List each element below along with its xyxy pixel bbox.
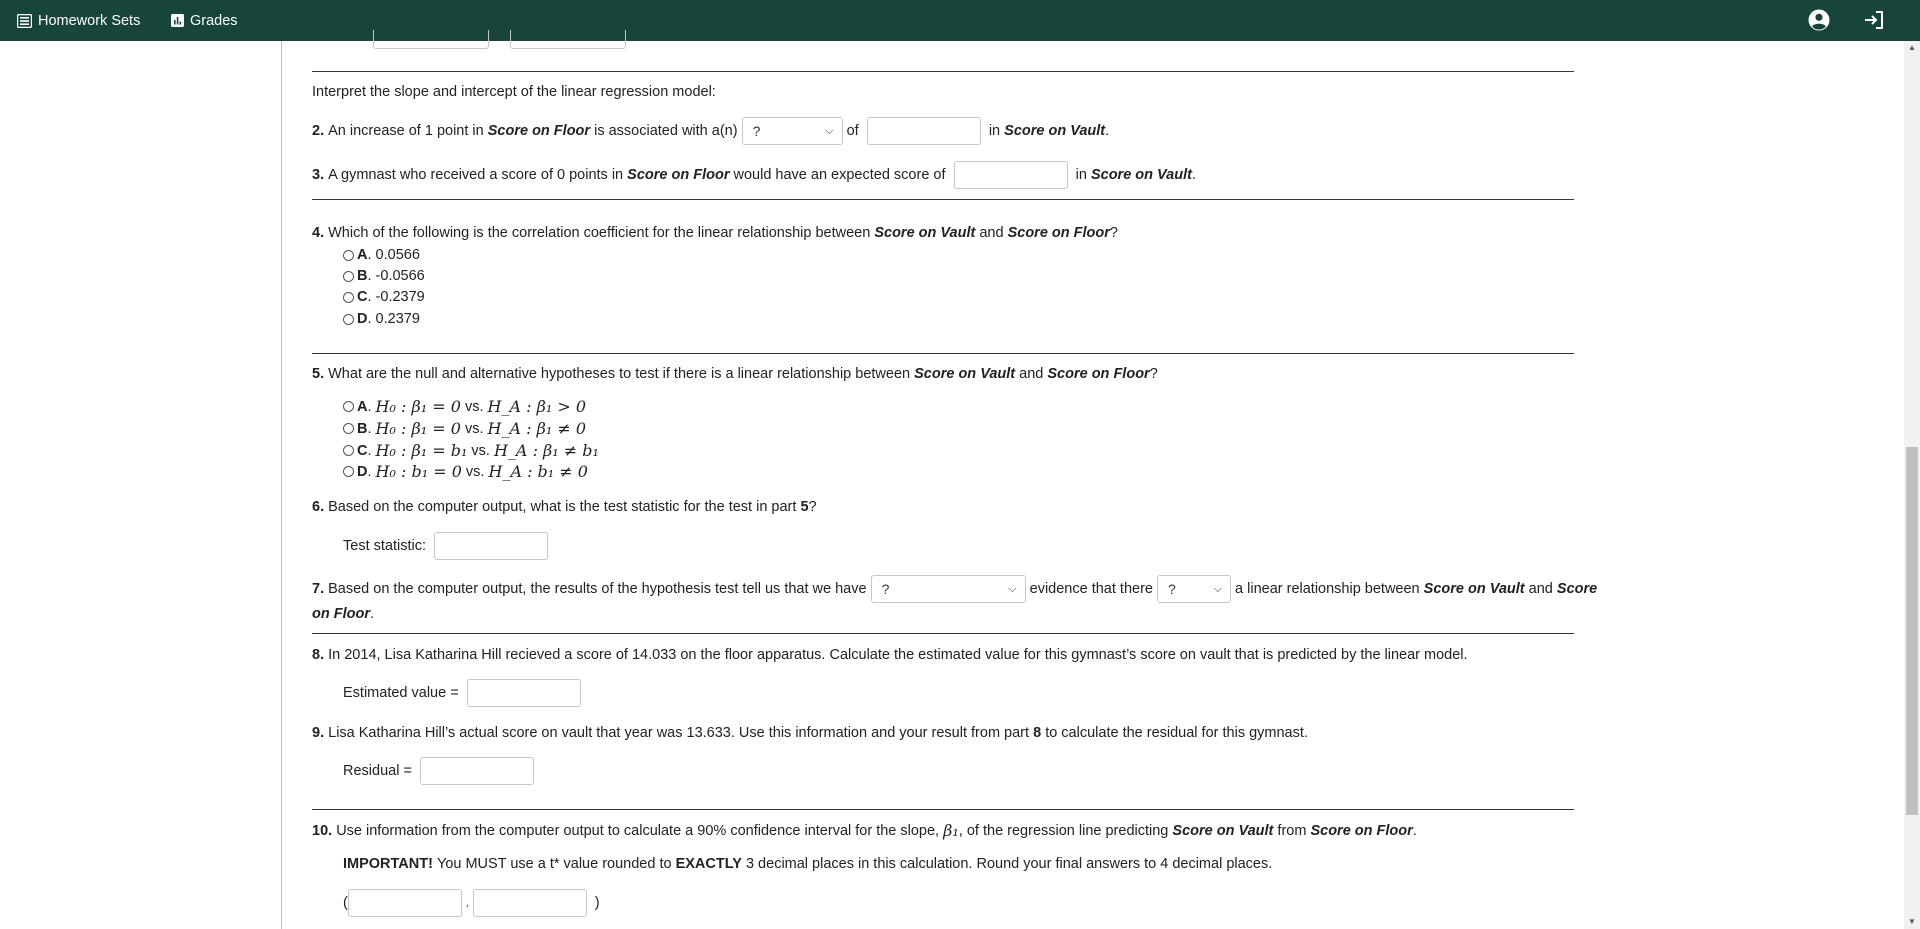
residual-label: Residual = bbox=[343, 763, 412, 779]
question-text: In 2014, Lisa Katharina Hill recieved a score of 14.033 on the floor apparatus. Calculate the estimated value for this gymnast’s score on vault that is predicted by the linear model. bbox=[328, 647, 1468, 663]
q4-option-b[interactable]: B . -0.0566 bbox=[343, 268, 425, 284]
radio-button[interactable] bbox=[343, 292, 354, 303]
variable-name: on Floor bbox=[312, 606, 370, 622]
q5-option-c[interactable]: C . H₀ : β₁ = b₁ vs. H_A : β₁ ≠ b₁ bbox=[343, 441, 599, 460]
slope-symbol: β₁ bbox=[943, 821, 959, 840]
important-label: IMPORTANT! bbox=[343, 856, 433, 872]
option-text: 0.0566 bbox=[375, 247, 420, 263]
q4-option-a[interactable]: A . 0.0566 bbox=[343, 247, 420, 263]
alternative-hypothesis: H_A : b₁ ≠ 0 bbox=[488, 462, 588, 481]
option-letter: C bbox=[357, 442, 368, 459]
account-button[interactable] bbox=[1807, 8, 1831, 32]
question-number: 9. bbox=[312, 725, 325, 741]
option-letter: B bbox=[357, 268, 368, 284]
variable-name: Score on Vault bbox=[1172, 822, 1274, 839]
q2-direction-select[interactable] bbox=[742, 117, 843, 145]
question-text: and bbox=[1019, 366, 1044, 382]
part-reference: 8 bbox=[1033, 725, 1042, 741]
sidebar-divider bbox=[281, 41, 282, 929]
answer-input-prev-1[interactable] bbox=[373, 30, 489, 49]
note-emphasis: EXACTLY bbox=[675, 856, 742, 872]
question-number: 10. bbox=[312, 822, 333, 839]
q4-option-d[interactable]: D . 0.2379 bbox=[343, 311, 420, 327]
section-intro: Interpret the slope and intercept of the linear regression model: bbox=[312, 84, 716, 100]
question-3 bbox=[312, 160, 1196, 190]
variable-name: Score on Floor bbox=[1047, 366, 1150, 382]
part-reference: 5 bbox=[800, 499, 809, 515]
top-navbar bbox=[0, 0, 1920, 41]
list-icon bbox=[17, 14, 32, 28]
variable-name: Score on Floor bbox=[627, 167, 730, 183]
divider bbox=[312, 71, 1574, 72]
scroll-down-arrow[interactable]: ▼ bbox=[1908, 917, 1916, 926]
alternative-hypothesis: H_A : β₁ ≠ b₁ bbox=[493, 441, 599, 460]
chevron-down-icon: ⌵ bbox=[1213, 582, 1222, 595]
variable-name: Score on Vault bbox=[914, 366, 1016, 382]
q8-answer-row bbox=[343, 678, 581, 708]
chevron-down-icon: ⌵ bbox=[1008, 582, 1017, 595]
question-text: of bbox=[846, 123, 859, 139]
test-statistic-label: Test statistic: bbox=[343, 538, 426, 554]
question-6 bbox=[312, 499, 817, 515]
question-text: A gymnast who received a score of 0 points in bbox=[328, 167, 624, 183]
alternative-hypothesis: H_A : β₁ > 0 bbox=[487, 397, 586, 416]
question-text: and bbox=[1528, 581, 1553, 597]
punctuation: . bbox=[370, 606, 375, 622]
note-text: You MUST use a t* value rounded to bbox=[436, 856, 672, 872]
question-text: a linear relationship between bbox=[1235, 581, 1420, 597]
option-letter: B bbox=[357, 420, 368, 437]
radio-button[interactable] bbox=[343, 250, 354, 261]
punctuation: ? bbox=[1149, 366, 1158, 382]
null-hypothesis: H₀ : b₁ = 0 bbox=[375, 462, 462, 481]
variable-name: Score on Floor bbox=[487, 123, 591, 139]
question-7-continued bbox=[312, 606, 374, 622]
divider bbox=[312, 353, 1574, 354]
punctuation: . bbox=[1412, 822, 1417, 839]
q6-answer-row bbox=[343, 531, 548, 561]
punctuation: . bbox=[1191, 167, 1196, 183]
question-number: 3. bbox=[312, 167, 325, 183]
punctuation: ? bbox=[1109, 225, 1118, 241]
open-paren: ( bbox=[343, 895, 348, 911]
ci-upper-input[interactable] bbox=[473, 889, 587, 917]
nav-grades-label: Grades bbox=[190, 12, 238, 29]
question-text: Based on the computer output, the results of the hypothesis test tell us that we have bbox=[328, 581, 867, 597]
question-text: An increase of 1 point in bbox=[328, 123, 484, 139]
note-text: 3 decimal places in this calculation. Round your final answers to 4 decimal places. bbox=[745, 856, 1273, 872]
bar-chart-icon bbox=[171, 14, 184, 27]
ci-lower-input[interactable] bbox=[348, 889, 462, 917]
user-circle-icon bbox=[1808, 9, 1830, 31]
q7-is-select[interactable] bbox=[1157, 575, 1231, 603]
scrollbar-thumb[interactable] bbox=[1906, 447, 1918, 815]
test-statistic-input[interactable] bbox=[434, 532, 548, 560]
question-text: and bbox=[979, 225, 1004, 241]
divider bbox=[312, 633, 1574, 634]
question-text: Which of the following is the correlation coefficient for the linear relationship between bbox=[328, 225, 871, 241]
null-hypothesis: H₀ : β₁ = 0 bbox=[375, 397, 461, 416]
radio-button[interactable] bbox=[343, 423, 354, 434]
close-paren: ) bbox=[594, 895, 600, 911]
question-2 bbox=[312, 116, 1109, 146]
vs-text: vs. bbox=[465, 463, 485, 480]
q5-option-a[interactable]: A . H₀ : β₁ = 0 vs. H_A : β₁ > 0 bbox=[343, 397, 586, 416]
nav-homework-sets-label: Homework Sets bbox=[38, 12, 141, 29]
chevron-down-icon: ⌵ bbox=[825, 124, 834, 137]
question-text: Lisa Katharina Hill’s actual score on vault that year was 13.633. Use this information and your result from part bbox=[328, 725, 1030, 741]
scroll-up-arrow[interactable]: ▲ bbox=[1908, 43, 1916, 52]
residual-input[interactable] bbox=[420, 757, 534, 785]
variable-name: Score on Vault bbox=[874, 225, 976, 241]
question-10 bbox=[312, 821, 1417, 840]
vs-text: vs. bbox=[471, 442, 490, 459]
option-text: -0.0566 bbox=[375, 268, 425, 284]
q10-important-note bbox=[343, 856, 1272, 872]
radio-button[interactable] bbox=[343, 271, 354, 282]
alternative-hypothesis: H_A : β₁ ≠ 0 bbox=[487, 419, 586, 438]
null-hypothesis: H₀ : β₁ = b₁ bbox=[375, 441, 468, 460]
question-number: 7. bbox=[312, 581, 325, 597]
q5-option-d[interactable]: D . H₀ : b₁ = 0 vs. H_A : b₁ ≠ 0 bbox=[343, 462, 588, 481]
select-value: ? bbox=[1168, 581, 1176, 597]
question-text: What are the null and alternative hypotheses to test if there is a linear relationship between bbox=[328, 366, 911, 382]
estimated-value-input[interactable] bbox=[467, 679, 581, 707]
divider bbox=[312, 809, 1574, 810]
question-text: in bbox=[988, 123, 1001, 139]
question-text: , of the regression line predicting bbox=[958, 822, 1169, 839]
logout-icon bbox=[1863, 10, 1885, 30]
question-text: would have an expected score of bbox=[733, 167, 946, 183]
vs-text: vs. bbox=[464, 398, 484, 415]
q9-answer-row bbox=[343, 756, 534, 786]
answer-input-prev-2[interactable] bbox=[510, 30, 626, 49]
question-number: 4. bbox=[312, 225, 325, 241]
variable-name: Score bbox=[1556, 581, 1598, 597]
question-8 bbox=[312, 647, 1468, 663]
q7-evidence-select[interactable] bbox=[871, 575, 1026, 603]
option-letter: D bbox=[357, 463, 368, 480]
question-9 bbox=[312, 725, 1308, 741]
punctuation: ? bbox=[808, 499, 817, 515]
select-value: ? bbox=[881, 581, 890, 597]
divider bbox=[312, 199, 1574, 200]
question-7 bbox=[312, 574, 1597, 604]
question-text: is associated with a(n) bbox=[594, 123, 738, 139]
radio-button[interactable] bbox=[343, 445, 354, 456]
question-text: evidence that there bbox=[1029, 581, 1153, 597]
radio-button[interactable] bbox=[343, 314, 354, 325]
question-5 bbox=[312, 366, 1158, 382]
vs-text: vs. bbox=[464, 420, 484, 437]
estimated-value-label: Estimated value = bbox=[343, 685, 459, 701]
null-hypothesis: H₀ : β₁ = 0 bbox=[375, 419, 461, 438]
question-number: 8. bbox=[312, 647, 325, 663]
variable-name: Score on Floor bbox=[1310, 822, 1413, 839]
question-4 bbox=[312, 225, 1118, 241]
q3-expected-score-input[interactable] bbox=[954, 161, 1068, 189]
option-text: -0.2379 bbox=[375, 289, 425, 305]
nav-grades[interactable] bbox=[171, 0, 238, 41]
question-text: to calculate the residual for this gymnast. bbox=[1045, 725, 1308, 741]
q5-option-b[interactable]: B . H₀ : β₁ = 0 vs. H_A : β₁ ≠ 0 bbox=[343, 419, 586, 438]
radio-button[interactable] bbox=[343, 466, 354, 477]
variable-name: Score on Vault bbox=[1004, 123, 1106, 139]
option-letter: C bbox=[357, 289, 368, 305]
option-letter: A bbox=[357, 247, 368, 263]
punctuation: . bbox=[1105, 123, 1110, 139]
q2-amount-input[interactable] bbox=[867, 117, 981, 145]
variable-name: Score on Floor bbox=[1007, 225, 1110, 241]
variable-name: Score on Vault bbox=[1090, 167, 1192, 183]
logout-button[interactable] bbox=[1862, 8, 1886, 32]
question-number: 6. bbox=[312, 499, 325, 515]
q4-option-c[interactable]: C . -0.2379 bbox=[343, 289, 425, 305]
option-text: 0.2379 bbox=[375, 311, 420, 327]
option-letter: A bbox=[357, 398, 368, 415]
option-letter: D bbox=[357, 311, 368, 327]
question-number: 2. bbox=[312, 123, 325, 139]
question-text: from bbox=[1277, 822, 1307, 839]
question-number: 5. bbox=[312, 366, 325, 382]
question-text: Use information from the computer output to calculate a 90% confidence interval for the slope, bbox=[336, 822, 940, 839]
question-text: Based on the computer output, what is the test statistic for the test in part bbox=[328, 499, 797, 515]
confidence-interval-row bbox=[343, 888, 600, 918]
comma: , bbox=[465, 897, 469, 909]
radio-button[interactable] bbox=[343, 401, 354, 412]
question-text: in bbox=[1075, 167, 1087, 183]
variable-name: Score on Vault bbox=[1423, 581, 1525, 597]
nav-homework-sets[interactable] bbox=[17, 0, 140, 41]
select-value: ? bbox=[752, 123, 761, 139]
